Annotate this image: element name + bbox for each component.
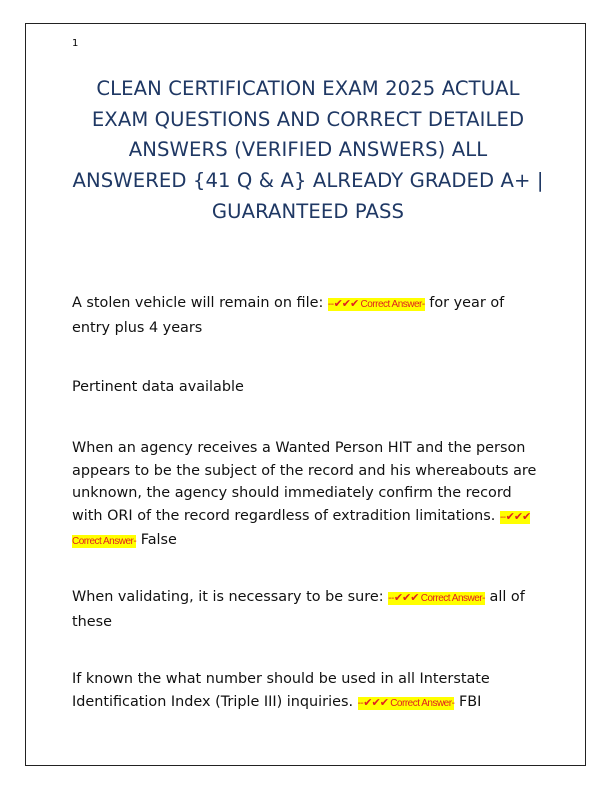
correct-answer-marker: --✔✔✔ Correct Answer- — [357, 696, 455, 709]
qa-item — [72, 586, 544, 633]
checkmark-icon: ✔✔✔ — [333, 298, 359, 310]
answer-text: for year of entry plus 4 years — [72, 295, 505, 336]
question-text: If known the what number should be used in all Interstate Identification Index (Triple III) inquiries. — [72, 671, 490, 710]
correct-answer-marker: --✔✔✔ Correct Answer- — [72, 510, 531, 547]
qa-item — [72, 376, 544, 399]
question-text: Pertinent data available — [72, 379, 244, 395]
correct-answer-marker: --✔✔✔ Correct Answer- — [388, 592, 485, 604]
question-text: When an agency receives a Wanted Person HIT and the person appears to be the subject of the record and his whereabouts are unknown, the agency should immediately confirm the record with ORI of the record regardless of extradition limitations. — [72, 440, 537, 524]
answer-text: all of these — [72, 589, 525, 630]
page-number: 1 — [72, 38, 79, 49]
question-text: When validating, it is necessary to be sure: — [72, 589, 389, 605]
document-title: CLEAN CERTIFICATION EXAM 2025 ACTUAL EXAM QUESTIONS AND CORRECT DETAILED ANSWERS (VERIFIED ANSWERS) ALL ANSWERED {41 Q & A} ALREADY GRADED A+ | GUARANTEED PASS — [72, 77, 544, 223]
qa-item — [72, 292, 544, 339]
answer-text: FBI — [454, 693, 482, 710]
qa-item — [72, 437, 544, 554]
checkmark-icon: ✔✔✔ — [505, 510, 531, 523]
qa-item — [72, 668, 544, 715]
correct-answer-marker: --✔✔✔ Correct Answer- — [327, 298, 425, 310]
checkmark-icon: ✔✔✔ — [393, 592, 419, 604]
question-text: A stolen vehicle will remain on file: — [72, 295, 328, 311]
checkmark-icon: ✔✔✔ — [363, 696, 388, 709]
answer-text: False — [136, 532, 177, 548]
